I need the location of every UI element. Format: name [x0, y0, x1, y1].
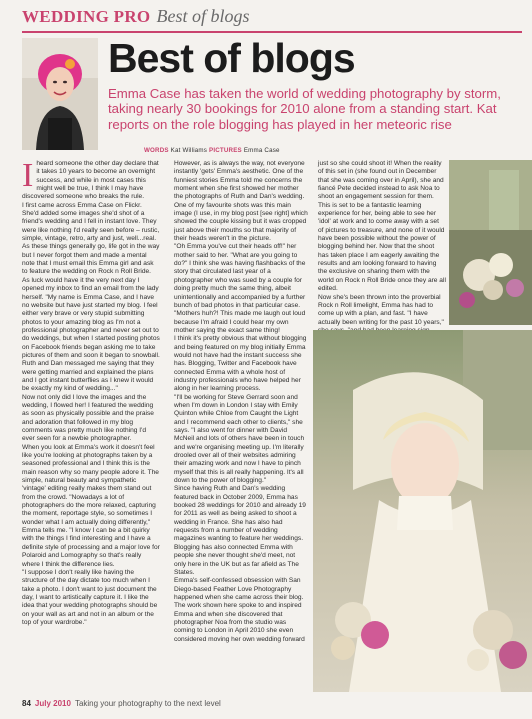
paragraph: "I'll be working for Steve Gerrard soon and when I'm down in London I stay with Emily Quinton while Chloe from Caught the Light and I recommend each other to clients," she says. "I also went for dinner with David McNeil and lots of others have been in touch and we're organising meeting up. I'm literally drooled over all of their websites admiring their amazing work and now I have to pinch myself that this is all really happening. It's all down to the power of blogging." [174, 393, 305, 485]
magazine-tagline: Taking your photography to the next level [74, 699, 221, 708]
page-footer [22, 699, 522, 713]
paragraph: When you look at Emma's work it doesn't feel like you're looking at photographs taken by a seasoned professional and I think this is the main reason why so many people adore it. The simple, natural beauty and sympathetic 'vintage' editing really makes them stand out from the crowd. "Nowadays a lot of photographers do the more relaxed, capturing the moment, reportage style, so sometimes I wonder what I am actually doing differently," Emma tells me. "I know I can be a bit quirky with the things I find interesting and I have a definite style of processing and a major love for Polaroid and Lomography so that's really where I think the difference lies. [22, 443, 160, 568]
bride-image [313, 330, 532, 692]
bride-photo [313, 330, 532, 692]
paragraph: However, as is always the way, not everyone instantly 'gets' Emma's aesthetic. One of the funniest stories Emma told me concerns the moment when she first showed her mother the photographs of Ruth and Dan's wedding. One of my favourite shots was this main image (I use, in my blog post [see right] which showed the couple kissing but it was cropped just above their mouths so that majority of their heads weren't in the picture. [174, 160, 308, 243]
paragraph: heard someone the other day declare that it takes 10 years to become an overnight success, and while in most cases this might well be true, I think I may have discovered someone who breaks the rule. [22, 160, 159, 201]
body-column-2 [174, 160, 308, 644]
brand-label: WEDDING PRO [22, 7, 151, 26]
paragraph: "Oh Emma you've cut their heads off!" her mother said to her. "What are you going to do?" I think she was having flashbacks of the story that circulated last year of a photographer who was sued by a couple for doing pretty much the same thing, albeit unintentionally and accompanied by a further bunch of bad photos in that particular case. "Mothers huh?! This made me laugh out loud because I'm afraid I could hear my own mother saying the exact same thing! [174, 243, 306, 334]
section-label: Best of blogs [156, 6, 250, 26]
portrait-image [22, 38, 98, 150]
issue-month: July 2010 [34, 699, 71, 708]
article-credits [144, 147, 280, 154]
flowers-image [449, 160, 532, 325]
article-headline: Best of blogs [108, 35, 355, 81]
body-column-3 [318, 160, 446, 352]
paragraph: Now she's been thrown into the proverbial Rock n Roll limelight, Emma has had to come up with a plan, and fast. "I have actually been writing for the past 10 years," [318, 293, 444, 326]
paragraph: As luck would have it the very next day I opened my inbox to find an email from the lady herself. "My name is Emma Case, and I have no website but have just started my blog. I feel either very brave or very stupid submitting photos to your amazing blog as I'm not a professional photographer and never set out to do weddings, but when I started posting photos on Facebook friends began asking me to take pictures of them and soon it began to snowball. Ruth and Dan messaged me saying that they were getting married and explained the plans and I got instant butterflies as I knew it would be exactly my kind of wedding..." [22, 276, 160, 393]
paragraph: I first came across Emma Case on Flickr. She'd added some images she'd shot of a friend's wedding and I fell in instant love. They were like nothing I'd really seen before – rustic, simple, vintage, retro, arty and just, well...real. As these things generally go, life got in the way but I never forgot them and made a mental note that I must email this Emma girl and ask to feature the wedding on Rock n Roll Bride. [22, 201, 160, 276]
pictures-label: PICTURES [209, 147, 242, 154]
page-header [22, 6, 522, 30]
drop-cap: I [22, 157, 34, 194]
words-author: Kat Williams [170, 147, 208, 154]
flowers-photo [449, 160, 532, 325]
paragraph: Since having Ruth and Dan's wedding featured back in October 2009, Emma has booked 28 weddings for 2010 and already 19 for 2011 as well as being asked to shoot a wedding in France. She has also had requests from a number of wedding magazines wanting to feature her weddings. Blogging has also connected Emma with people she never thought she'd meet, not only here in the UK but as far afield as The States. [174, 485, 306, 576]
paragraph: Emma's self-confessed obsession with San Diego-based Feather Love Photography happened when she came across their blog. The work shown here spoke to and inspired Emma and when she discovered that photographer Noa from the studio was coming to London in April 2010 she even considered moving her own wedding forward [174, 577, 305, 643]
paragraph: This is set to be a fantastic learning experience for her, being able to see her 'idol' at work and to come away with a set of pictures to treasure, and none of it would have been possible without the power of blogging behind her. Now that the shoot has taken place I am eagerly awaiting the results and am looking forward to having the exclusive on sharing them with the world on Rock n Roll Bride once they are all edited. [318, 201, 446, 293]
pictures-author: Emma Case [243, 147, 280, 154]
paragraph: "I suppose I don't really like having the structure of the day dictate too much when I take a photo. I don't want to just document the day, I want to artistically capture it. I like the idea that your wedding photographs should be on your wall as art and not in an album or the top of your wardrobe." [22, 568, 158, 626]
paragraph: Now not only did I love the images and the wedding, I flowed her! I featured the wedding as soon as physically possible and the praise and adoration that followed in my blog comments was pretty much like nothing I'd ever seen for a newbie photographer. [22, 393, 154, 443]
body-column-1 [22, 157, 160, 627]
page-number: 84 [22, 699, 31, 708]
header-rule [22, 31, 522, 33]
author-portrait [22, 38, 98, 150]
words-label: WORDS [144, 147, 169, 154]
paragraph: just so she could shoot it! When the reality of this set in (she found out in December that she was coming over in April), she and fiancé Pete decided instead to ask Noa to shoot an engagement session for them. [318, 160, 444, 201]
paragraph: I think it's pretty obvious that without blogging and being featured on my blog initially Emma would not have had the instant success she has. Blogging, Twitter and Facebook have connected Emma with a whole host of industry professionals who have helped her along in her learning process. [174, 335, 307, 393]
article-standfirst: Emma Case has taken the world of wedding photography by storm, taking nearly 30 bookings for 2010 alone from a standing start. Kat reports on the role blogging has played in her meteoric rise [108, 86, 501, 132]
